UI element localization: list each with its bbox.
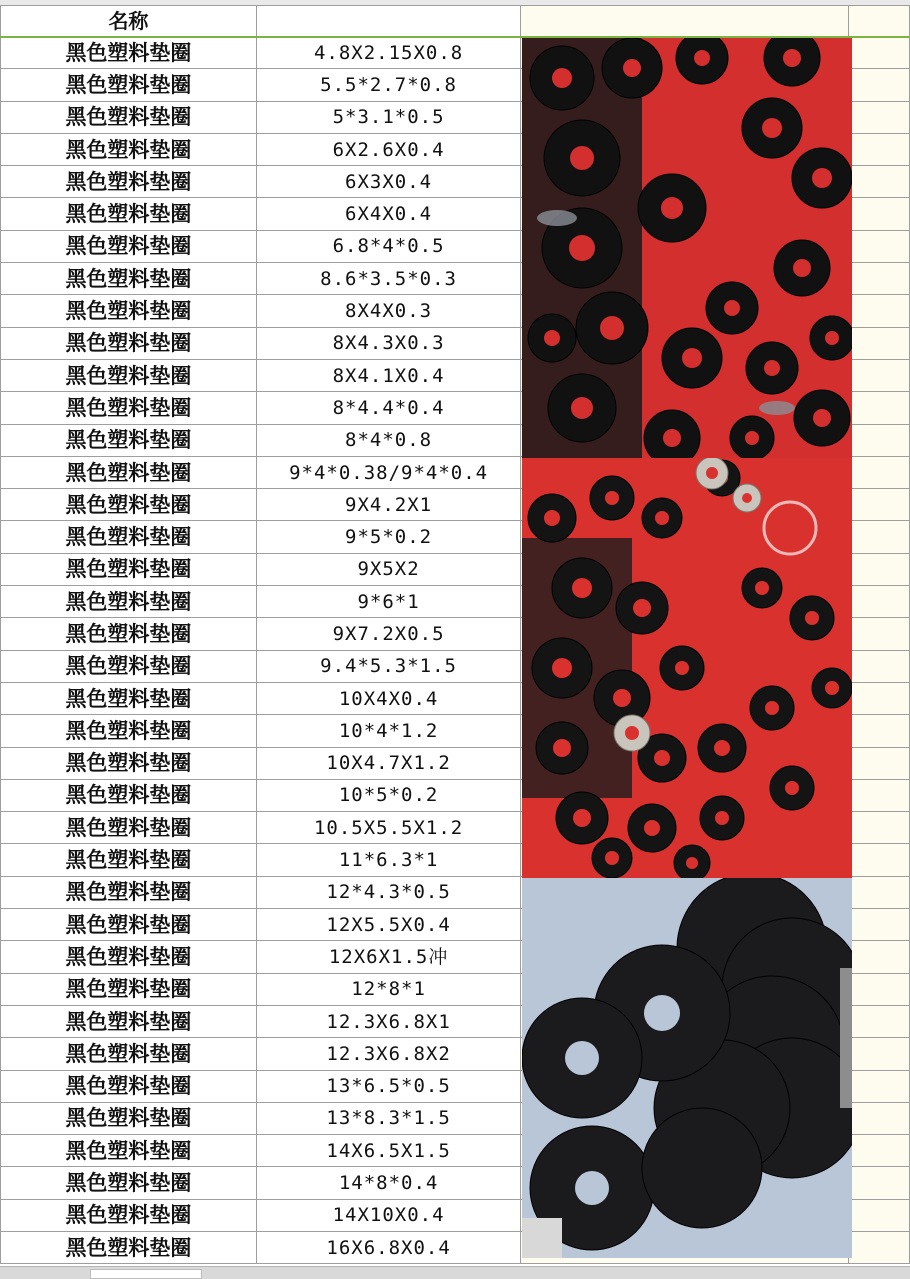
name-cell[interactable]: 黑色塑料垫圈 (1, 876, 257, 908)
name-cell[interactable]: 黑色塑料垫圈 (1, 101, 257, 133)
spec-cell[interactable]: 9.4*5.3*1.5 (256, 650, 520, 682)
spec-cell[interactable]: 8.6*3.5*0.3 (256, 263, 520, 295)
name-cell[interactable]: 黑色塑料垫圈 (1, 909, 257, 941)
edge-cell[interactable] (849, 521, 910, 553)
spec-cell[interactable]: 13*6.5*0.5 (256, 1070, 520, 1102)
spec-cell[interactable]: 9*6*1 (256, 586, 520, 618)
edge-cell[interactable] (849, 1005, 910, 1037)
spec-cell[interactable]: 6X4X0.4 (256, 198, 520, 230)
spec-cell[interactable]: 5*3.1*0.5 (256, 101, 520, 133)
edge-cell[interactable] (849, 1102, 910, 1134)
name-cell[interactable]: 黑色塑料垫圈 (1, 973, 257, 1005)
washers-red-photo-1 (522, 38, 852, 458)
spec-cell[interactable]: 8X4.3X0.3 (256, 327, 520, 359)
edge-cell[interactable] (849, 230, 910, 262)
header-edge-cell[interactable] (849, 6, 910, 37)
name-cell[interactable]: 黑色塑料垫圈 (1, 844, 257, 876)
spec-cell[interactable]: 9*5*0.2 (256, 521, 520, 553)
name-cell[interactable]: 黑色塑料垫圈 (1, 69, 257, 101)
name-cell[interactable]: 黑色塑料垫圈 (1, 198, 257, 230)
horizontal-scrollbar[interactable] (0, 1266, 910, 1279)
name-cell[interactable]: 黑色塑料垫圈 (1, 1038, 257, 1070)
washers-red-photo-2 (522, 458, 852, 878)
name-cell[interactable]: 黑色塑料垫圈 (1, 521, 257, 553)
edge-cell[interactable] (849, 1231, 910, 1263)
edge-cell[interactable] (849, 553, 910, 585)
name-cell[interactable]: 黑色塑料垫圈 (1, 1167, 257, 1199)
name-cell[interactable]: 黑色塑料垫圈 (1, 650, 257, 682)
edge-cell[interactable] (849, 133, 910, 165)
edge-cell[interactable] (849, 456, 910, 488)
name-cell[interactable]: 黑色塑料垫圈 (1, 618, 257, 650)
edge-cell[interactable] (849, 1167, 910, 1199)
edge-cell[interactable] (849, 327, 910, 359)
edge-cell[interactable] (849, 941, 910, 973)
edge-cell[interactable] (849, 489, 910, 521)
spec-cell[interactable]: 8*4.4*0.4 (256, 392, 520, 424)
edge-cell[interactable] (849, 779, 910, 811)
edge-cell[interactable] (849, 1135, 910, 1167)
spec-cell[interactable]: 14X6.5X1.5 (256, 1135, 520, 1167)
spec-cell[interactable]: 12.3X6.8X2 (256, 1038, 520, 1070)
spec-cell[interactable]: 14X10X0.4 (256, 1199, 520, 1231)
name-cell[interactable]: 黑色塑料垫圈 (1, 295, 257, 327)
header-spec-cell[interactable] (256, 6, 520, 37)
spec-cell[interactable]: 6.8*4*0.5 (256, 230, 520, 262)
edge-cell[interactable] (849, 586, 910, 618)
spec-cell[interactable]: 10*5*0.2 (256, 779, 520, 811)
spec-cell[interactable]: 13*8.3*1.5 (256, 1102, 520, 1134)
name-cell[interactable]: 黑色塑料垫圈 (1, 327, 257, 359)
spec-cell[interactable]: 9X5X2 (256, 553, 520, 585)
name-cell[interactable]: 黑色塑料垫圈 (1, 359, 257, 391)
name-cell[interactable]: 黑色塑料垫圈 (1, 779, 257, 811)
spec-cell[interactable]: 10.5X5.5X1.2 (256, 812, 520, 844)
name-cell[interactable]: 黑色塑料垫圈 (1, 1005, 257, 1037)
name-cell[interactable]: 黑色塑料垫圈 (1, 489, 257, 521)
spec-cell[interactable]: 8X4.1X0.4 (256, 359, 520, 391)
name-cell[interactable]: 黑色塑料垫圈 (1, 166, 257, 198)
edge-cell[interactable] (849, 650, 910, 682)
name-cell[interactable]: 黑色塑料垫圈 (1, 456, 257, 488)
name-cell[interactable]: 黑色塑料垫圈 (1, 1231, 257, 1263)
product-photo-3[interactable] (522, 878, 852, 1258)
name-cell[interactable]: 黑色塑料垫圈 (1, 392, 257, 424)
spec-cell[interactable]: 8*4*0.8 (256, 424, 520, 456)
name-cell[interactable]: 黑色塑料垫圈 (1, 263, 257, 295)
spec-cell[interactable]: 11*6.3*1 (256, 844, 520, 876)
edge-cell[interactable] (849, 747, 910, 779)
edge-cell[interactable] (849, 618, 910, 650)
spec-cell[interactable]: 14*8*0.4 (256, 1167, 520, 1199)
edge-cell[interactable] (849, 682, 910, 714)
edge-cell[interactable] (849, 973, 910, 1005)
spec-cell[interactable]: 9X7.2X0.5 (256, 618, 520, 650)
spec-cell[interactable]: 16X6.8X0.4 (256, 1231, 520, 1263)
spec-cell[interactable]: 10X4.7X1.2 (256, 747, 520, 779)
spec-cell[interactable]: 9X4.2X1 (256, 489, 520, 521)
edge-cell[interactable] (849, 876, 910, 908)
name-cell[interactable]: 黑色塑料垫圈 (1, 941, 257, 973)
edge-cell[interactable] (849, 715, 910, 747)
name-cell[interactable]: 黑色塑料垫圈 (1, 1102, 257, 1134)
name-cell[interactable]: 黑色塑料垫圈 (1, 715, 257, 747)
spec-cell[interactable]: 6X3X0.4 (256, 166, 520, 198)
header-name-cell[interactable]: 名称 (1, 6, 257, 37)
edge-cell[interactable] (849, 359, 910, 391)
edge-cell[interactable] (849, 1199, 910, 1231)
name-cell[interactable]: 黑色塑料垫圈 (1, 586, 257, 618)
edge-cell[interactable] (849, 37, 910, 69)
edge-cell[interactable] (849, 1038, 910, 1070)
spec-cell[interactable]: 12*4.3*0.5 (256, 876, 520, 908)
name-cell[interactable]: 黑色塑料垫圈 (1, 133, 257, 165)
product-photo-2[interactable] (522, 458, 852, 878)
header-image-cell[interactable] (521, 6, 849, 37)
spec-cell[interactable]: 5.5*2.7*0.8 (256, 69, 520, 101)
edge-cell[interactable] (849, 198, 910, 230)
edge-cell[interactable] (849, 424, 910, 456)
header-row (1, 6, 910, 37)
spec-cell[interactable]: 8X4X0.3 (256, 295, 520, 327)
spec-cell[interactable]: 9*4*0.38/9*4*0.4 (256, 456, 520, 488)
name-cell[interactable]: 黑色塑料垫圈 (1, 424, 257, 456)
washers-blue-photo (522, 878, 852, 1258)
edge-cell[interactable] (849, 69, 910, 101)
spec-cell[interactable]: 6X2.6X0.4 (256, 133, 520, 165)
name-cell[interactable]: 黑色塑料垫圈 (1, 1135, 257, 1167)
spec-cell[interactable]: 12X5.5X0.4 (256, 909, 520, 941)
edge-cell[interactable] (849, 166, 910, 198)
spec-cell[interactable]: 12.3X6.8X1 (256, 1005, 520, 1037)
edge-cell[interactable] (849, 263, 910, 295)
name-cell[interactable]: 黑色塑料垫圈 (1, 1070, 257, 1102)
name-cell[interactable]: 黑色塑料垫圈 (1, 230, 257, 262)
edge-cell[interactable] (849, 844, 910, 876)
spec-cell[interactable]: 12X6X1.5冲 (256, 941, 520, 973)
edge-cell[interactable] (849, 812, 910, 844)
name-cell[interactable]: 黑色塑料垫圈 (1, 37, 257, 69)
edge-cell[interactable] (849, 101, 910, 133)
spec-cell[interactable]: 4.8X2.15X0.8 (256, 37, 520, 69)
edge-cell[interactable] (849, 1070, 910, 1102)
spec-cell[interactable]: 10*4*1.2 (256, 715, 520, 747)
spec-cell[interactable]: 10X4X0.4 (256, 682, 520, 714)
name-cell[interactable]: 黑色塑料垫圈 (1, 682, 257, 714)
edge-cell[interactable] (849, 909, 910, 941)
name-cell[interactable]: 黑色塑料垫圈 (1, 553, 257, 585)
product-photo-1[interactable] (522, 38, 852, 458)
edge-cell[interactable] (849, 392, 910, 424)
edge-cell[interactable] (849, 295, 910, 327)
name-cell[interactable]: 黑色塑料垫圈 (1, 812, 257, 844)
spec-cell[interactable]: 12*8*1 (256, 973, 520, 1005)
name-cell[interactable]: 黑色塑料垫圈 (1, 747, 257, 779)
name-cell[interactable]: 黑色塑料垫圈 (1, 1199, 257, 1231)
